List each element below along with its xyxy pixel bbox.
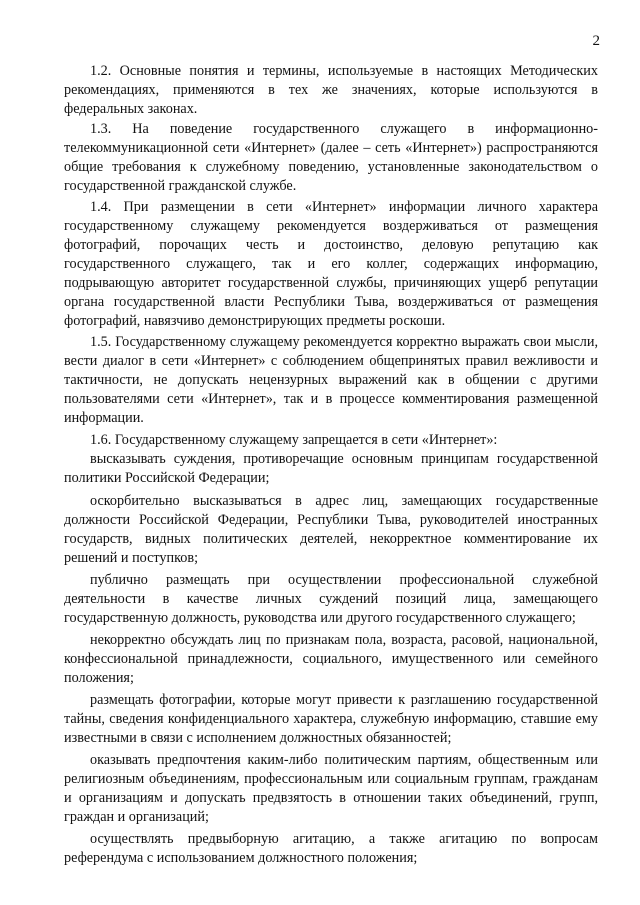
paragraph-1-2: 1.2. Основные понятия и термины, используемые в настоящих Методических рекомендациях, применяются в тех же значениях, которые используются в федеральных законах. xyxy=(64,63,598,117)
list-item-photos: размещать фотографии, которые могут привести к разглашению государственной тайны, сведения конфиденциального характера, служебную информацию, ставшие ему известными в связи с исполнением должностных обязанностей; xyxy=(64,692,598,746)
list-item-insults: оскорбительно высказываться в адрес лиц, замещающих государственные должности Российской Федерации, Республики Тыва, руководителей иностранных государств, видных политических деятелей, некорректное комментирование их решений и поступков; xyxy=(64,493,598,566)
list-item-judgments: высказывать суждения, противоречащие основным принципам государственной политики Российской Федерации; xyxy=(64,451,598,486)
paragraph-1-4: 1.4. При размещении в сети «Интернет» информации личного характера государственному служащему рекомендуется воздерживаться от размещения фотографий, порочащих честь и достоинство, деловую репутацию как государственного служащего, так и его коллег, содержащих информацию, подрывающую авторитет государственной службы, причиняющих ущерб репутации органа государственной власти Республики Тыва, воздерживаться от размещения фотографий, навязчиво демонстрирующих предметы роскоши. xyxy=(64,199,598,329)
list-item-discrimination: некорректно обсуждать лиц по признакам пола, возраста, расовой, национальной, конфессиональной принадлежности, социального, имущественного или семейного положения; xyxy=(64,632,598,686)
list-item-positions: публично размещать при осуществлении профессиональной служебной деятельности в качестве личных суждений позиций лица, замещающего государственную должность, руководства или другого государственного служащего; xyxy=(64,572,598,626)
paragraph-1-5: 1.5. Государственному служащему рекомендуется корректно выражать свои мысли, вести диалог в сети «Интернет» с соблюдением общепринятых правил вежливости и тактичности, не допускать нецензурных выражений как в общении с другими пользователями сети «Интернет», так и в процессе комментирования размещенной информации. xyxy=(64,334,598,426)
document-body xyxy=(64,62,598,868)
paragraph-1-6: 1.6. Государственному служащему запрещается в сети «Интернет»: xyxy=(90,432,498,448)
paragraph-1-3: 1.3. На поведение государственного служащего в информационно-телекоммуникационной сети «Интернет» (далее – сеть «Интернет») распространяются общие требования к служебному поведению, установленные законодательством о государственной гражданской службе. xyxy=(64,121,598,194)
list-item-preferences: оказывать предпочтения каким-либо политическим партиям, общественным или религиозным объединениям, профессиональным или социальным группам, гражданам и организациям и допускать предвзятость в отношении таких объединений, групп, граждан и организаций; xyxy=(64,752,598,825)
list-item-agitation: осуществлять предвыборную агитацию, а также агитацию по вопросам референдума с использованием должностного положения; xyxy=(64,831,598,866)
page-number: 2 xyxy=(592,33,600,49)
